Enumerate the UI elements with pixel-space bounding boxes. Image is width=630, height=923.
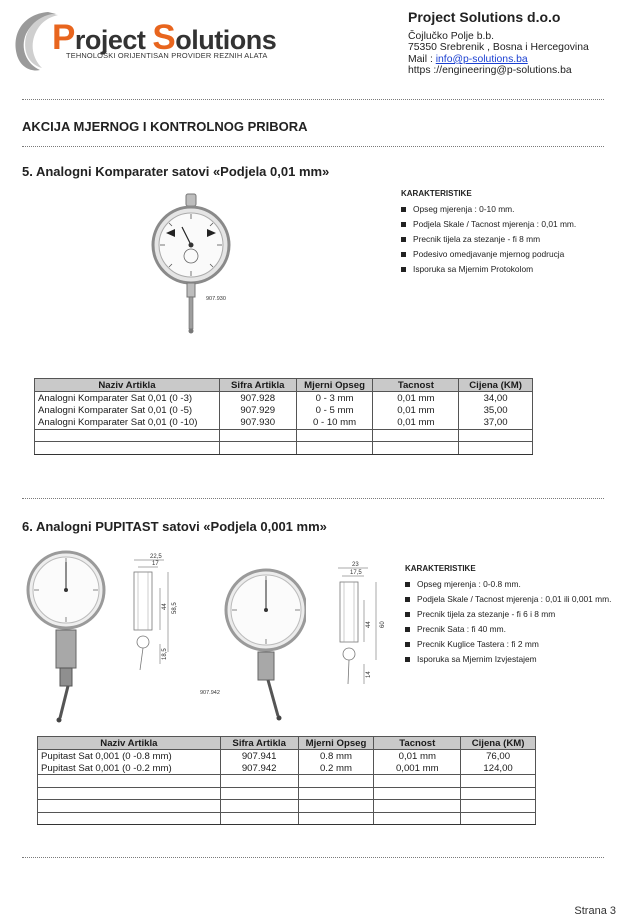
features-heading: KARAKTERISTIKE bbox=[405, 564, 476, 573]
logo-wordmark: Project Solutions bbox=[52, 18, 277, 57]
table-header-row bbox=[35, 379, 533, 392]
features-heading: KARAKTERISTIKE bbox=[401, 189, 472, 198]
divider bbox=[22, 146, 604, 147]
feature-item: Precnik tijela za stezanje - fi 6 i 8 mm bbox=[405, 607, 611, 622]
feature-item: Podesivo omedjavanje mjernog podrucja bbox=[401, 247, 576, 262]
cell-range: 0 - 10 mm bbox=[296, 417, 373, 430]
dimension-drawing-2 bbox=[334, 560, 400, 688]
cell-price: 76,00 bbox=[461, 750, 536, 763]
feature-item: Opseg mjerenja : 0-10 mm. bbox=[401, 202, 576, 217]
svg-text:17: 17 bbox=[152, 561, 159, 567]
column-header: Mjerni Opseg bbox=[296, 379, 373, 392]
section-title-komparater: 5. Analogni Komparater satovi «Podjela 0,01 mm» bbox=[22, 164, 330, 179]
web-line: https ://engineering@p-solutions.ba bbox=[408, 65, 572, 77]
bullet-icon bbox=[401, 237, 406, 242]
column-header: Tacnost bbox=[374, 737, 461, 750]
feature-item: Isporuka sa Mjernim Protokolom bbox=[401, 262, 576, 277]
image-code-label: 907.930 bbox=[206, 296, 226, 302]
cell-code: 907.942 bbox=[220, 762, 298, 775]
column-header: Sifra Artikla bbox=[219, 379, 296, 392]
table-row bbox=[35, 392, 533, 405]
divider bbox=[22, 857, 604, 858]
feature-item: Opseg mjerenja : 0-0.8 mm. bbox=[405, 577, 611, 592]
table-header-row bbox=[38, 737, 536, 750]
table-row bbox=[38, 750, 536, 763]
column-header: Sifra Artikla bbox=[220, 737, 298, 750]
logo-tagline: TEHNOLOŠKI ORIJENTISAN PROVIDER REZNIH ALATA bbox=[66, 51, 268, 60]
section-title-pupitast: 6. Analogni PUPITAST satovi «Podjela 0,001 mm» bbox=[22, 519, 327, 534]
mail-link[interactable]: info@p-solutions.ba bbox=[435, 53, 528, 65]
cell-price: 37,00 bbox=[459, 417, 533, 430]
svg-text:17,5: 17,5 bbox=[350, 570, 362, 576]
cell-accuracy: 0,01 mm bbox=[373, 404, 459, 417]
table-row-empty bbox=[35, 442, 533, 455]
company-info bbox=[408, 9, 623, 77]
column-header: Cijena (KM) bbox=[459, 379, 533, 392]
address-line-2: 75350 Srebrenik , Bosna i Hercegovina bbox=[408, 42, 589, 54]
test-indicator-image-2 bbox=[196, 566, 306, 726]
column-header: Cijena (KM) bbox=[461, 737, 536, 750]
svg-text:18,5: 18,5 bbox=[162, 648, 168, 660]
table-row-empty bbox=[38, 812, 536, 825]
image-code-label: 907.942 bbox=[200, 690, 220, 696]
feature-item: Precnik Kuglice Tastera : fi 2 mm bbox=[405, 637, 611, 652]
cell-code: 907.941 bbox=[220, 750, 298, 763]
svg-text:44: 44 bbox=[162, 603, 168, 610]
bullet-icon bbox=[405, 597, 410, 602]
column-header: Mjerni Opseg bbox=[298, 737, 374, 750]
divider bbox=[22, 498, 604, 499]
table-row-empty bbox=[35, 429, 533, 442]
cell-price: 35,00 bbox=[459, 404, 533, 417]
table-row bbox=[35, 404, 533, 417]
table-row bbox=[35, 417, 533, 430]
table-row-empty bbox=[38, 775, 536, 788]
table-row bbox=[38, 762, 536, 775]
features-pupitast bbox=[405, 564, 611, 667]
column-header: Naziv Artikla bbox=[38, 737, 221, 750]
company-name: Project Solutions d.o.o bbox=[408, 9, 561, 25]
column-header: Tacnost bbox=[373, 379, 459, 392]
mail-line: Mail : info@p-solutions.ba bbox=[408, 53, 528, 65]
svg-text:60: 60 bbox=[380, 621, 386, 628]
address-line-1: Čojlučko Polje b.b. bbox=[408, 31, 495, 42]
table-row-empty bbox=[38, 787, 536, 800]
cell-code: 907.929 bbox=[219, 404, 296, 417]
price-table-pupitast bbox=[37, 736, 536, 825]
document-title: AKCIJA MJERNOG I KONTROLNOG PRIBORA bbox=[22, 119, 308, 134]
cell-range: 0.2 mm bbox=[298, 762, 374, 775]
bullet-icon bbox=[405, 642, 410, 647]
svg-text:23: 23 bbox=[352, 562, 359, 568]
cell-range: 0 - 3 mm bbox=[296, 392, 373, 405]
cell-code: 907.930 bbox=[219, 417, 296, 430]
svg-text:58,5: 58,5 bbox=[172, 602, 178, 614]
feature-item: Podjela Skale / Tacnost mjerenja : 0,01 mm. bbox=[401, 217, 576, 232]
table-row-empty bbox=[38, 800, 536, 813]
svg-text:44: 44 bbox=[366, 621, 372, 628]
cell-accuracy: 0,01 mm bbox=[373, 417, 459, 430]
bullet-icon bbox=[405, 612, 410, 617]
dimension-drawing-1 bbox=[128, 552, 200, 672]
feature-item: Podjela Skale / Tacnost mjerenja : 0,01 ili 0,001 mm. bbox=[405, 592, 611, 607]
cell-price: 124,00 bbox=[461, 762, 536, 775]
feature-item: Precnik Sata : fi 40 mm. bbox=[405, 622, 611, 637]
company-logo bbox=[8, 6, 277, 76]
feature-item: Precnik tijela za stezanje - fi 8 mm bbox=[401, 232, 576, 247]
svg-text:22,5: 22,5 bbox=[150, 554, 162, 560]
cell-code: 907.928 bbox=[219, 392, 296, 405]
bullet-icon bbox=[401, 252, 406, 257]
cell-price: 34,00 bbox=[459, 392, 533, 405]
dial-indicator-image bbox=[142, 190, 242, 350]
cell-range: 0.8 mm bbox=[298, 750, 374, 763]
feature-item: Isporuka sa Mjernim Izvjestajem bbox=[405, 652, 611, 667]
bullet-icon bbox=[401, 267, 406, 272]
svg-text:14: 14 bbox=[366, 671, 372, 678]
bullet-icon bbox=[405, 627, 410, 632]
bullet-icon bbox=[405, 582, 410, 587]
cell-range: 0 - 5 mm bbox=[296, 404, 373, 417]
cell-name: Analogni Komparater Sat 0,01 (0 -10) bbox=[35, 417, 220, 430]
test-indicator-image-1 bbox=[24, 548, 110, 728]
divider bbox=[22, 99, 604, 100]
cell-name: Pupitast Sat 0,001 (0 -0.8 mm) bbox=[38, 750, 221, 763]
cell-name: Analogni Komparater Sat 0,01 (0 -3) bbox=[35, 392, 220, 405]
price-table-komparater bbox=[34, 378, 533, 455]
features-komparater bbox=[401, 189, 576, 277]
bullet-icon bbox=[401, 222, 406, 227]
column-header: Naziv Artikla bbox=[35, 379, 220, 392]
cell-accuracy: 0,001 mm bbox=[374, 762, 461, 775]
cell-accuracy: 0,01 mm bbox=[373, 392, 459, 405]
page-number: Strana 3 bbox=[574, 905, 616, 917]
cell-name: Pupitast Sat 0,001 (0 -0.2 mm) bbox=[38, 762, 221, 775]
bullet-icon bbox=[401, 207, 406, 212]
cell-accuracy: 0,01 mm bbox=[374, 750, 461, 763]
bullet-icon bbox=[405, 657, 410, 662]
cell-name: Analogni Komparater Sat 0,01 (0 -5) bbox=[35, 404, 220, 417]
